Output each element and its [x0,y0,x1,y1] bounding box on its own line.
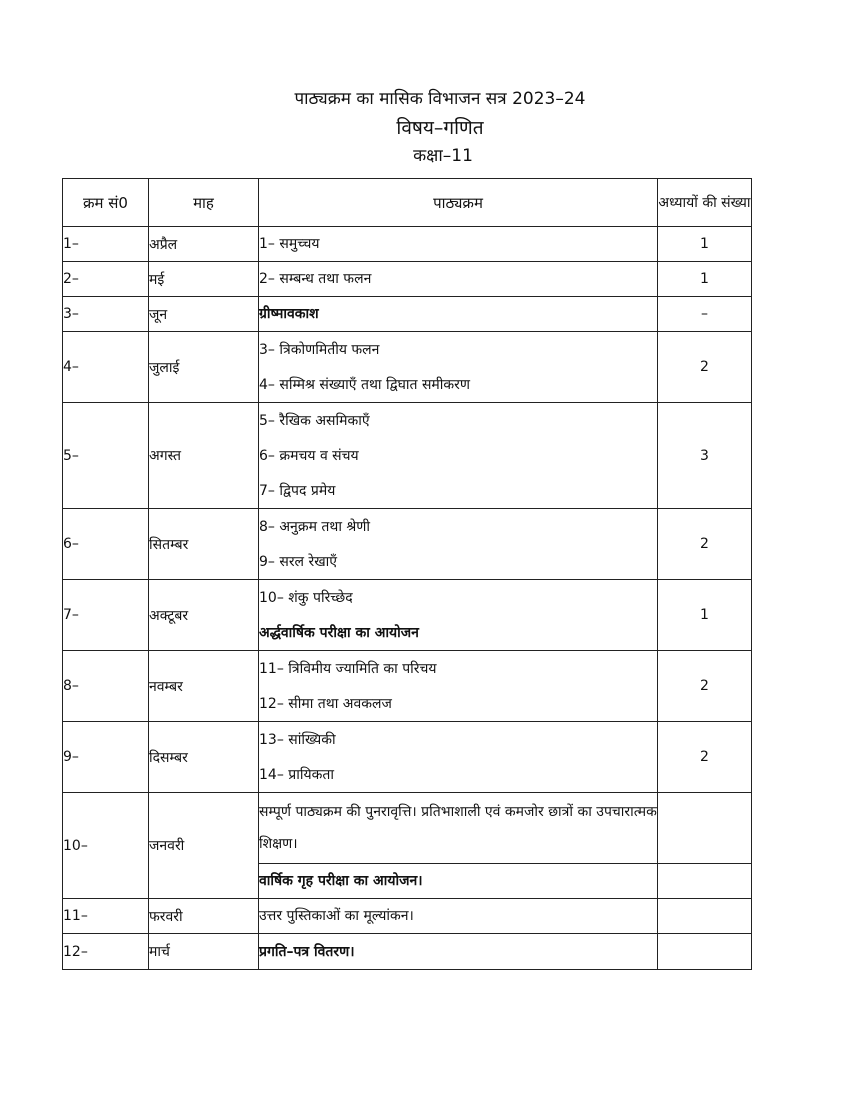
row-serial: 9– [63,722,149,793]
topic-line: ग्रीष्मावकाश [259,306,319,322]
row-month: मई [149,262,259,297]
row-chapter-count: – [658,297,752,332]
syllabus-table [62,178,752,970]
row-serial: 2– [63,262,149,297]
topic-line: 6– क्रमचय व संचय [259,447,359,464]
topic-line: 4– सम्मिश्र संख्याएँ तथा द्विघात समीकरण [259,376,471,393]
topic-line: 5– रैखिक असमिकाएँ [259,412,370,429]
row-serial: 8– [63,651,149,722]
row-month: दिसम्बर [149,722,259,793]
topic-line: उत्तर पुस्तिकाओं का मूल्यांकन। [259,908,414,924]
table-row [63,934,752,970]
topic-line: 3– त्रिकोणमितीय फलन [259,341,380,358]
row-serial: 7– [63,580,149,651]
topic-line: 12– सीमा तथा अवकलज [259,695,392,712]
row-chapter-count: 1 [658,580,752,651]
row-chapter-count: 2 [658,722,752,793]
row-syllabus [259,580,658,651]
row-syllabus [259,722,658,793]
row-month: मार्च [149,934,259,970]
topic-line: वार्षिक गृह परीक्षा का आयोजन। [259,873,423,889]
topic-line: 1– समुच्चय [259,236,320,252]
row-month: जनवरी [149,793,259,899]
row-syllabus [259,227,658,262]
topic-line: 9– सरल रेखाएँ [259,553,338,570]
table-row [63,403,752,509]
table-row [63,722,752,793]
topic-line: सम्पूर्ण पाठ्यक्रम की पुनरावृत्ति। प्रतिभाशाली एवं कमजोर छात्रों का उपचारात्मक शिक्षण। [259,804,657,852]
row-serial: 4– [63,332,149,403]
table-row [63,793,752,864]
row-chapter-count: 2 [658,509,752,580]
row-syllabus [259,297,658,332]
topic-line: 8– अनुक्रम तथा श्रेणी [259,518,371,535]
row-month: जुलाई [149,332,259,403]
row-syllabus [259,934,658,970]
row-serial: 1– [63,227,149,262]
row-month: फरवरी [149,899,259,934]
topic-line: 10– शंकु परिच्छेद [259,589,353,606]
row-serial: 6– [63,509,149,580]
column-header-serial: क्रम सं0 [63,179,149,227]
row-syllabus [259,403,658,509]
row-serial: 11– [63,899,149,934]
table-row [63,651,752,722]
row-serial: 5– [63,403,149,509]
row-chapter-count-empty [658,864,752,899]
table-row [63,332,752,403]
topic-line: अर्द्धवार्षिक परीक्षा का आयोजन [259,624,419,641]
table-row [63,580,752,651]
row-syllabus [259,864,658,899]
row-chapter-count: 1 [658,227,752,262]
row-chapter-count [658,934,752,970]
row-month: जून [149,297,259,332]
table-row [63,227,752,262]
row-month: अप्रैल [149,227,259,262]
row-syllabus [259,651,658,722]
row-chapter-count [658,793,752,864]
topic-line: 7– द्विपद प्रमेय [259,482,336,499]
table-row [63,509,752,580]
table-row [63,297,752,332]
row-month: अगस्त [149,403,259,509]
topic-line: 13– सांख्यिकी [259,731,336,748]
topic-line: 11– त्रिविमीय ज्यामिति का परिचय [259,660,437,677]
column-header-month: माह [149,179,259,227]
row-serial: 12– [63,934,149,970]
table-row [63,899,752,934]
subject-heading: विषय–गणित [396,117,484,139]
row-chapter-count [658,899,752,934]
table-header-row [63,179,752,227]
topic-line: 2– सम्बन्ध तथा फलन [259,271,372,287]
column-header-chapter-count: अध्यायों की संख्या [658,179,752,227]
row-chapter-count: 1 [658,262,752,297]
row-chapter-count: 2 [658,332,752,403]
column-header-syllabus: पाठ्यक्रम [259,179,658,227]
row-serial: 3– [63,297,149,332]
topic-line: प्रगति–पत्र वितरण। [259,943,355,960]
row-syllabus [259,332,658,403]
row-chapter-count: 2 [658,651,752,722]
row-month: अक्टूबर [149,580,259,651]
row-serial: 10– [63,793,149,899]
row-chapter-count: 3 [658,403,752,509]
row-syllabus [259,899,658,934]
topic-line: 14– प्रायिकता [259,766,334,783]
document-title: पाठ्यक्रम का मासिक विभाजन सत्र 2023–24 [294,89,586,109]
row-syllabus [259,262,658,297]
row-syllabus [259,793,658,864]
table-row [63,262,752,297]
row-month: सितम्बर [149,509,259,580]
row-month: नवम्बर [149,651,259,722]
row-syllabus [259,509,658,580]
class-heading: कक्षा–11 [413,146,473,166]
